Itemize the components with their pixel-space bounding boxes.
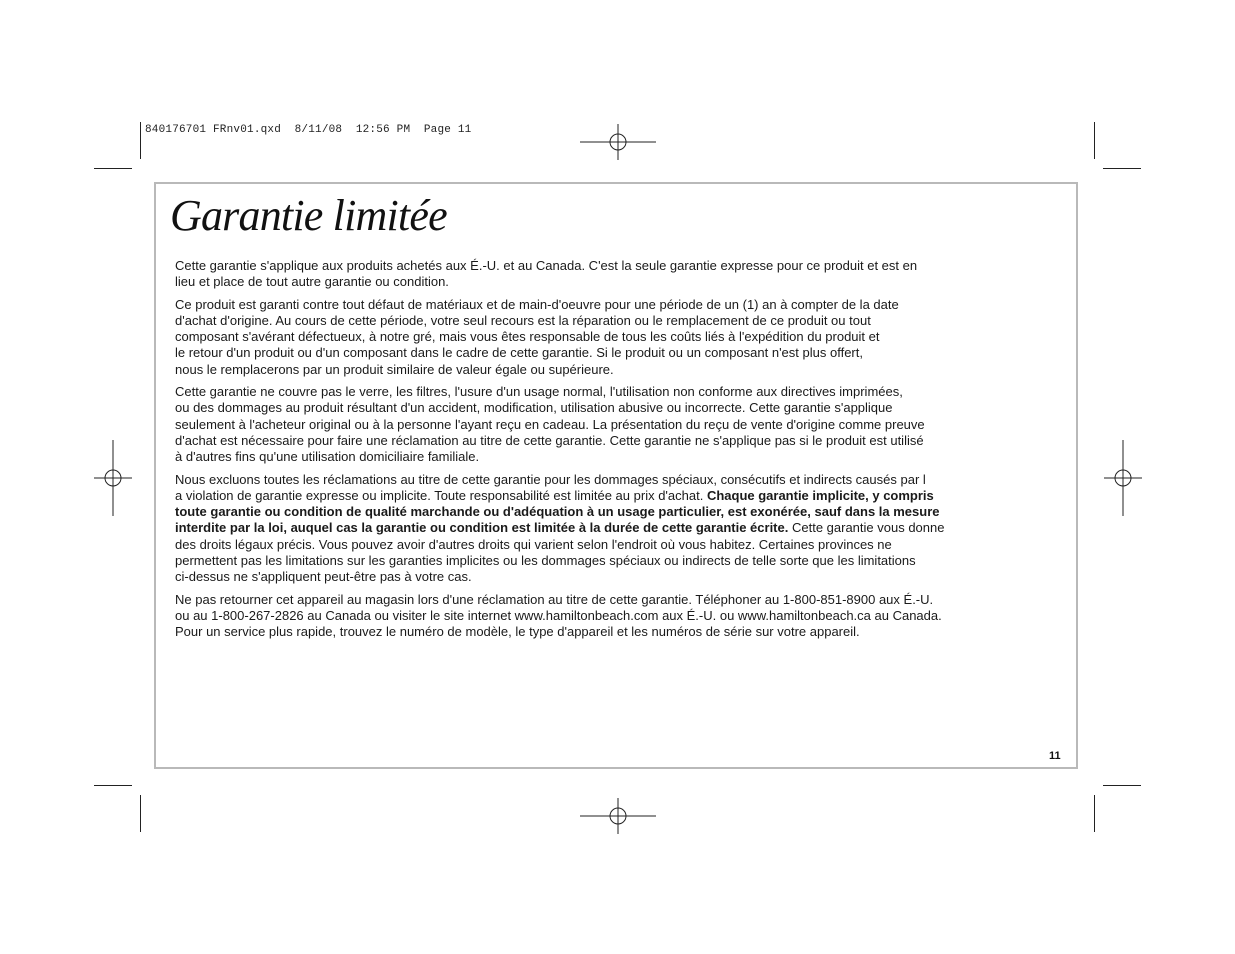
- print-slug: 840176701 FRnv01.qxd 8/11/08 12:56 PM Page 11: [145, 124, 472, 136]
- liability-text-before: Nous excluons toutes les réclamations au titre de cette garantie pour les dommages spéciaux, consécutifs et indirects causés par l a violation de garantie expresse ou implicite. Toute responsabilité est limitée au prix d'achat.: [175, 471, 926, 503]
- crop-mark-top-right-horizontal: [1103, 168, 1141, 169]
- warranty-body: [175, 258, 1055, 647]
- paragraph-coverage-scope: Cette garantie s'applique aux produits achetés aux É.-U. et au Canada. C'est la seule garantie expresse pour ce produit et est en lieu et place de tout autre garantie ou condition.: [175, 258, 918, 290]
- registration-mark-bottom-icon: [580, 798, 656, 834]
- crop-mark-top-left-horizontal: [94, 168, 132, 169]
- paragraph-warranty-terms: Ce produit est garanti contre tout défaut de matériaux et de main-d'oeuvre pour une période de un (1) an à compter de la date d'achat d'origine. Au cours de cette période, votre seul recours est la réparation ou le remplacement de ce produit ou tout composant s'avérant défectueux, à notre gré, mais vous êtes responsable de tous les coûts liés à l'expédition du produit et le retour d'un produit ou d'un composant dans le cadre de cette garantie. Si le produit ou un composant n'est plus offert, nous le remplacerons par un produit similaire de valeur égale ou supérieure.: [175, 296, 899, 377]
- registration-mark-top-icon: [580, 124, 656, 160]
- crop-mark-bottom-left-horizontal: [94, 785, 132, 786]
- crop-mark-bottom-right-vertical: [1094, 795, 1095, 832]
- page-title: Garantie limitée: [170, 191, 447, 240]
- paragraph-contact-info: Ne pas retourner cet appareil au magasin lors d'une réclamation au titre de cette garantie. Téléphoner au 1-800-851-8900 aux É.-U. ou au 1-800-267-2826 au Canada ou visiter le site internet www.hamiltonbeach.com aux É.-U. ou www.hamiltonbeach.ca au Canada. Pour un service plus rapide, trouvez le numéro de modèle, le type d'appareil et les numéros de série sur votre appareil.: [175, 591, 942, 640]
- liability-bold-clause: Chaque garantie implicite, y compris toute garantie ou condition de qualité marchande ou d'adéquation à un usage particulier, est exonérée, sauf dans la mesure interdite par la loi, auquel cas la garantie ou condition est limitée à la durée de cette garantie écrite.: [175, 487, 940, 536]
- crop-mark-bottom-left-vertical: [140, 795, 141, 832]
- paragraph-liability-limits: [175, 472, 1055, 586]
- registration-mark-right-icon: [1104, 440, 1142, 516]
- crop-mark-top-left-vertical: [140, 122, 141, 159]
- paragraph-exclusions: Cette garantie ne couvre pas le verre, les filtres, l'usure d'un usage normal, l'utilisation non conforme aux directives imprimées, ou des dommages au produit résultant d'un accident, modification, utilisation abusive ou incorrecte. Cette garantie s'applique seulement à l'acheteur original ou à la personne l'ayant reçu en cadeau. La présentation du reçu de vente d'origine comme preuve d'achat est nécessaire pour faire une réclamation au titre de cette garantie. Cette garantie ne s'applique pas si le produit est utilisé à d'autres fins qu'une utilisation domiciliaire familiale.: [175, 384, 925, 465]
- crop-mark-top-right-vertical: [1094, 122, 1095, 159]
- crop-mark-bottom-right-horizontal: [1103, 785, 1141, 786]
- liability-text-after: Cette garantie vous donne des droits légaux précis. Vous pouvez avoir d'autres droits qui varient selon l'endroit où vous habitez. Certaines provinces ne permettent pas les limitations sur les garanties implicites ou les dommages spéciaux ou indirects de telle sorte que les limitations ci-dessus ne s'appliquent peut-être pas à votre cas.: [175, 520, 945, 585]
- registration-mark-left-icon: [94, 440, 132, 516]
- page-number: 11: [1049, 750, 1061, 762]
